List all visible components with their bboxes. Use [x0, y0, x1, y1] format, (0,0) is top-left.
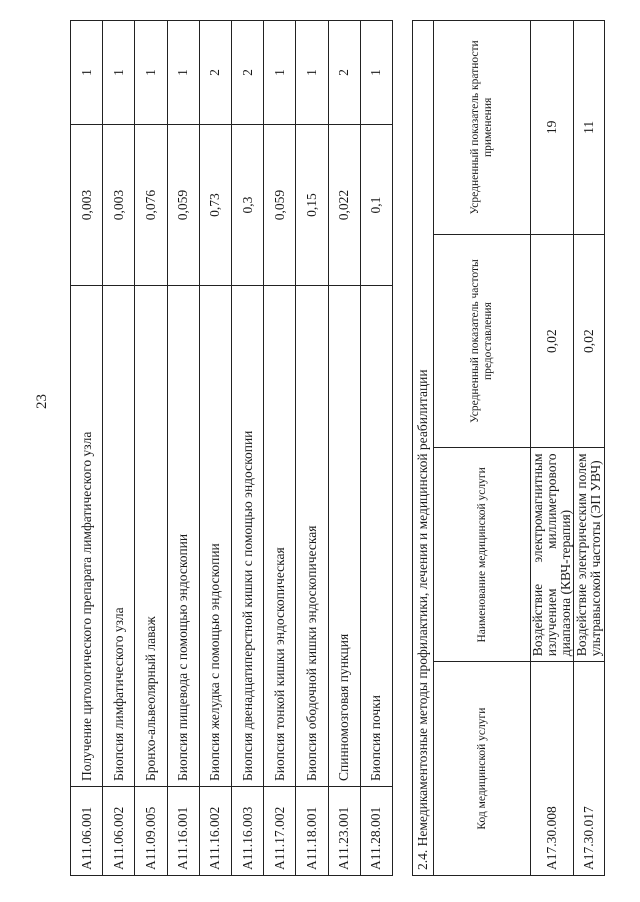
header-name: Наименование медицинской услуги [434, 448, 531, 662]
service-name: Биопсия ободочной кишки эндоскопическая [296, 286, 328, 787]
multiplicity-value: 1 [296, 21, 328, 125]
service-code: A17.30.008 [531, 662, 574, 876]
frequency-value: 0,003 [71, 125, 103, 286]
multiplicity-value: 1 [360, 21, 392, 125]
service-code: A11.23.001 [328, 787, 360, 876]
service-name: Биопсия двенадцатиперстной кишки с помощью эндоскопии [231, 286, 263, 787]
service-code: A11.28.001 [360, 787, 392, 876]
frequency-value: 0,73 [199, 125, 231, 286]
frequency-value: 0,02 [574, 234, 605, 448]
frequency-value: 0,059 [167, 125, 199, 286]
frequency-value: 0,059 [264, 125, 296, 286]
service-code: A11.16.001 [167, 787, 199, 876]
table-row [328, 21, 360, 876]
service-name: Биопсия лимфатического узла [103, 286, 135, 787]
header-multiplicity: Усредненный показатель кратности применения [434, 21, 531, 235]
service-code: A11.17.002 [264, 787, 296, 876]
frequency-value: 0,022 [328, 125, 360, 286]
service-code: A11.16.003 [231, 787, 263, 876]
table-row [360, 21, 392, 876]
frequency-value: 0,3 [231, 125, 263, 286]
frequency-value: 0,02 [531, 234, 574, 448]
service-name: Биопсия желудка с помощью эндоскопии [199, 286, 231, 787]
table-row [135, 21, 167, 876]
service-name: Спинномозговая пункция [328, 286, 360, 787]
multiplicity-value: 1 [135, 21, 167, 125]
service-code: A11.06.001 [71, 787, 103, 876]
service-name: Биопсия тонкой кишки эндоскопическая [264, 286, 296, 787]
table-row [71, 21, 103, 876]
service-name: Биопсия почки [360, 286, 392, 787]
header-row [434, 21, 531, 876]
service-name: Получение цитологического препарата лимфатического узла [71, 286, 103, 787]
header-frequency: Усредненный показатель частоты предоставления [434, 234, 531, 448]
multiplicity-value: 19 [531, 21, 574, 235]
frequency-value: 0,076 [135, 125, 167, 286]
table-row [264, 21, 296, 876]
multiplicity-value: 1 [264, 21, 296, 125]
frequency-value: 0,003 [103, 125, 135, 286]
service-name: Воздействие электромагнитным излучением миллиметрового диапазона (КВЧ-терапия) [531, 448, 574, 662]
table-row [531, 21, 574, 876]
multiplicity-value: 2 [328, 21, 360, 125]
service-code: A17.30.017 [574, 662, 605, 876]
multiplicity-value: 1 [103, 21, 135, 125]
table-row [574, 21, 605, 876]
physiotherapy-table [412, 20, 605, 876]
page-number: 23 [34, 394, 50, 409]
service-code: A11.06.002 [103, 787, 135, 876]
service-code: A11.16.002 [199, 787, 231, 876]
multiplicity-value: 2 [199, 21, 231, 125]
section-title-row [413, 21, 434, 876]
table-row [167, 21, 199, 876]
rotated-page-content [70, 20, 604, 876]
multiplicity-value: 1 [71, 21, 103, 125]
service-name: Бронхо-альвеолярный лаваж [135, 286, 167, 787]
multiplicity-value: 11 [574, 21, 605, 235]
service-name: Биопсия пищевода с помощью эндоскопии [167, 286, 199, 787]
header-code: Код медицинской услуги [434, 662, 531, 876]
table-row [199, 21, 231, 876]
procedures-table [70, 20, 393, 876]
multiplicity-value: 2 [231, 21, 263, 125]
section-title: 2.4. Немедикаментозные методы профилактики, лечения и медицинской реабилитации [413, 21, 434, 876]
table-row [231, 21, 263, 876]
multiplicity-value: 1 [167, 21, 199, 125]
service-code: A11.09.005 [135, 787, 167, 876]
table-row [296, 21, 328, 876]
frequency-value: 0,15 [296, 125, 328, 286]
service-name: Воздействие электрическим полем ультравысокой частоты (ЭП УВЧ) [574, 448, 605, 662]
frequency-value: 0,1 [360, 125, 392, 286]
service-code: A11.18.001 [296, 787, 328, 876]
table-row [103, 21, 135, 876]
